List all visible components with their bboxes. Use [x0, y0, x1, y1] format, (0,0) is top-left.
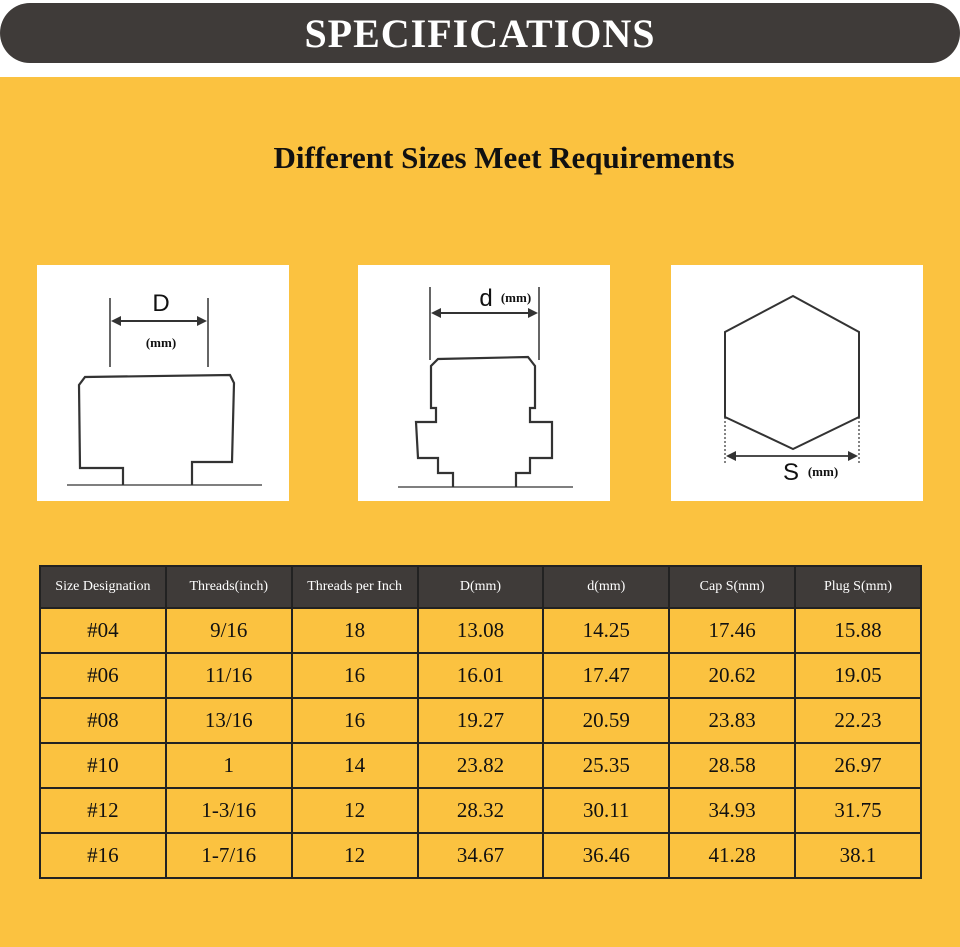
plug-diameter-label: d — [479, 285, 493, 312]
table-cell: 12 — [292, 788, 418, 833]
table-cell: 16 — [292, 698, 418, 743]
table-cell: #12 — [40, 788, 166, 833]
plug-diameter-unit: (mm) — [500, 290, 532, 305]
table-cell: 28.32 — [418, 788, 544, 833]
table-cell: 20.59 — [543, 698, 669, 743]
table-cell: 30.11 — [543, 788, 669, 833]
table-row — [40, 788, 921, 833]
table-cell: #06 — [40, 653, 166, 698]
table-cell: 25.35 — [543, 743, 669, 788]
table-row — [40, 833, 921, 878]
section-subtitle: Different Sizes Meet Requirements — [273, 140, 735, 175]
table-cell: 34.93 — [669, 788, 795, 833]
table-cell: 36.46 — [543, 833, 669, 878]
table-cell: 17.47 — [543, 653, 669, 698]
hex-size-unit: (mm) — [807, 464, 839, 479]
table-cell: 14.25 — [543, 608, 669, 653]
table-cell: 13.08 — [418, 608, 544, 653]
table-cell: 38.1 — [795, 833, 921, 878]
page-title: SPECIFICATIONS — [304, 10, 656, 56]
table-cell: 16 — [292, 653, 418, 698]
table-cell: #04 — [40, 608, 166, 653]
table-cell: 12 — [292, 833, 418, 878]
table-row — [40, 743, 921, 788]
table-cell: 31.75 — [795, 788, 921, 833]
diameter-unit: (mm) — [145, 335, 177, 350]
table-cell: 19.05 — [795, 653, 921, 698]
column-header: Plug S(mm) — [795, 566, 921, 608]
diameter-label: D — [152, 290, 170, 317]
table-row — [40, 698, 921, 743]
hex-size-illustration — [671, 265, 923, 501]
diagram-plug-diameter — [358, 265, 610, 501]
table-cell: 34.67 — [418, 833, 544, 878]
table-cell: 17.46 — [669, 608, 795, 653]
table-header-row — [40, 566, 921, 608]
table-cell: 14 — [292, 743, 418, 788]
table-cell: 22.23 — [795, 698, 921, 743]
table-cell: 13/16 — [166, 698, 292, 743]
table-row — [40, 608, 921, 653]
column-header: Size Designation — [40, 566, 166, 608]
specifications-table — [39, 565, 922, 879]
table-cell: 26.97 — [795, 743, 921, 788]
column-header: Threads per Inch — [292, 566, 418, 608]
cap-diameter-illustration — [37, 265, 289, 501]
table-cell: 19.27 — [418, 698, 544, 743]
column-header: D(mm) — [418, 566, 544, 608]
diagram-cap-diameter — [37, 265, 289, 501]
table-cell: 20.62 — [669, 653, 795, 698]
table-cell: 1-7/16 — [166, 833, 292, 878]
hex-size-label: S — [782, 459, 800, 486]
table-row — [40, 653, 921, 698]
table-cell: #10 — [40, 743, 166, 788]
table-cell: 11/16 — [166, 653, 292, 698]
table-cell: 28.58 — [669, 743, 795, 788]
diagram-hex-size — [671, 265, 923, 501]
table-cell: 16.01 — [418, 653, 544, 698]
column-header: Cap S(mm) — [669, 566, 795, 608]
header-bar — [0, 3, 960, 63]
table-cell: 1-3/16 — [166, 788, 292, 833]
table-cell: #08 — [40, 698, 166, 743]
table-cell: 18 — [292, 608, 418, 653]
table-cell: 9/16 — [166, 608, 292, 653]
plug-diameter-illustration — [358, 265, 610, 501]
table-cell: 41.28 — [669, 833, 795, 878]
column-header: d(mm) — [543, 566, 669, 608]
column-header: Threads(inch) — [166, 566, 292, 608]
table-cell: 23.82 — [418, 743, 544, 788]
table-cell: 23.83 — [669, 698, 795, 743]
table-cell: 15.88 — [795, 608, 921, 653]
table-cell: 1 — [166, 743, 292, 788]
table-cell: #16 — [40, 833, 166, 878]
